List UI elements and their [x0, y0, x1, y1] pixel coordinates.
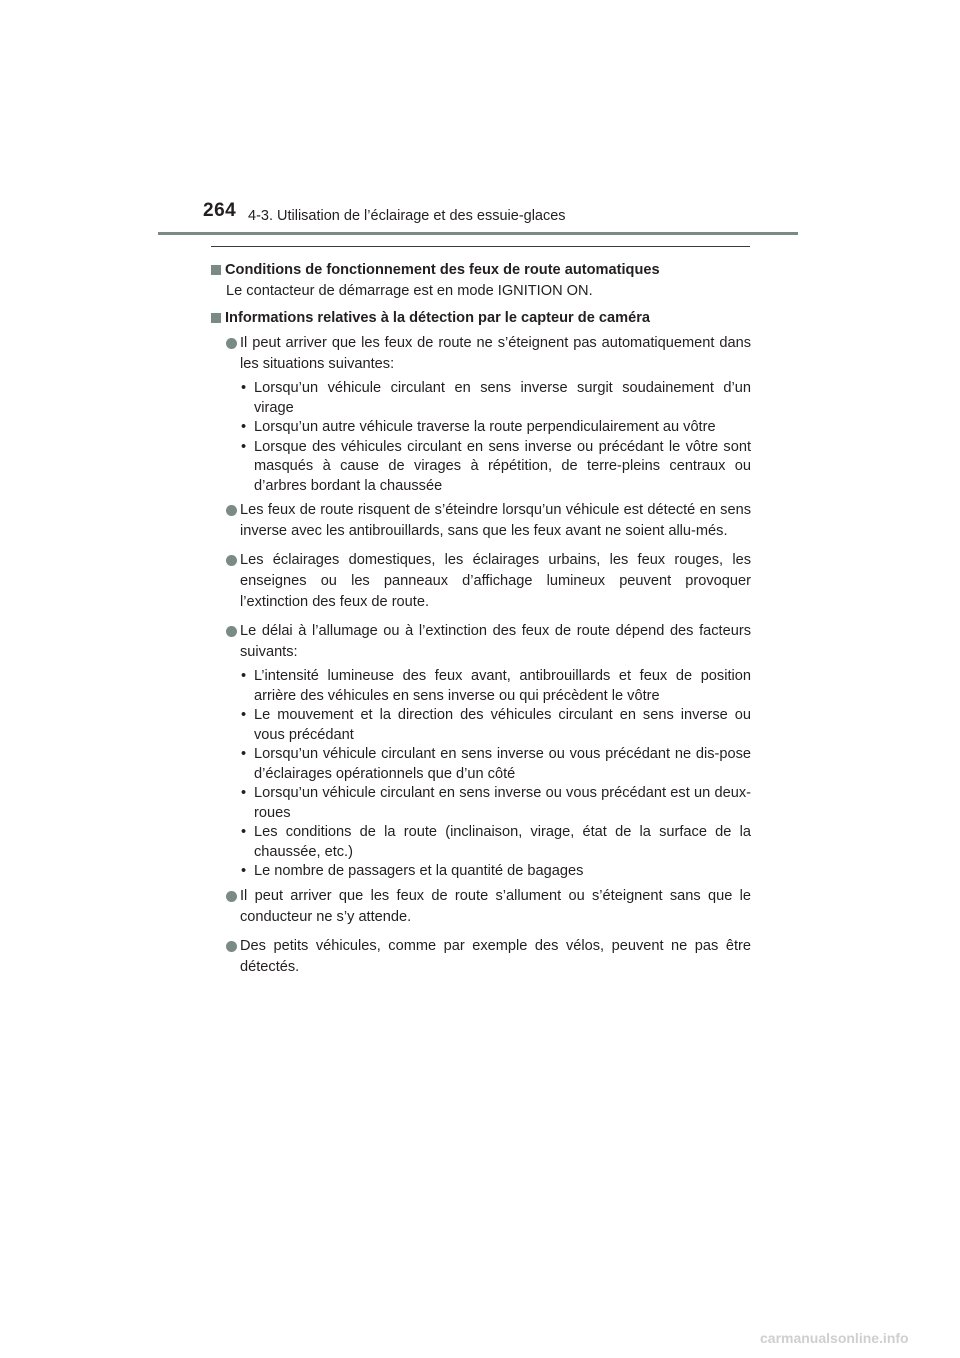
bullet-item: [211, 500, 751, 542]
dot-marker: •: [241, 438, 247, 455]
square-bullet-icon: [211, 265, 221, 275]
sub-item: • Lorsque des véhicules circulant en sens inverse ou précédant le vôtre sont masqués à cause de virages à répétition, de terre-pleins centraux ou d’arbres bordant la chaussée: [241, 438, 751, 494]
sub-item: • Les conditions de la route (inclinaison, virage, état de la surface de la chaussée, etc.): [241, 824, 751, 860]
circle-bullet-icon: [226, 338, 237, 349]
bullet-text: Il peut arriver que les feux de route s’allument ou s’éteignent sans que le conducteur ne s’y attende.: [240, 887, 751, 925]
content-rule: [211, 246, 750, 247]
sub-item: • Lorsqu’un véhicule circulant en sens inverse ou vous précédant ne dis-pose d’éclairages opérationnels que d’un côté: [241, 746, 751, 782]
circle-bullet-icon: [226, 941, 237, 952]
bullet-item: [211, 936, 751, 978]
sub-list: [211, 667, 751, 882]
sub-item: • Lorsqu’un véhicule circulant en sens inverse ou vous précédant est un deux-roues: [241, 785, 751, 821]
dot-marker: •: [241, 668, 247, 684]
bullet-item: [211, 886, 751, 928]
paragraph: Le contacteur de démarrage est en mode IGNITION ON.: [226, 283, 593, 299]
circle-bullet-icon: [226, 555, 237, 566]
header-rule: [158, 232, 798, 235]
watermark: carmanualsonline.info: [760, 1330, 909, 1346]
bullet-text: Les feux de route risquent de s’éteindre lorsqu’un véhicule est détecté en sens inverse avec les antibrouillards, sans que les feux avant ne soient allu-més.: [240, 502, 751, 539]
sub-item: • Lorsqu’un autre véhicule traverse la route perpendiculairement au vôtre: [211, 418, 751, 438]
section-heading: [211, 260, 751, 281]
sub-list: [211, 379, 751, 496]
section-title: 4-3. Utilisation de l’éclairage et des essuie-glaces: [248, 208, 566, 224]
circle-bullet-icon: [226, 891, 237, 902]
heading-text: Informations relatives à la détection par le capteur de caméra: [225, 310, 651, 326]
bullet-text: Des petits véhicules, comme par exemple des vélos, peuvent ne pas être détectés.: [240, 937, 751, 975]
sub-item: • L’intensité lumineuse des feux avant, antibrouillards et feux de position arrière des véhicules en sens inverse ou qui précèdent le vôtre: [241, 668, 751, 704]
section-heading: [211, 308, 751, 329]
sub-item: • Le nombre de passagers et la quantité de bagages: [211, 862, 751, 882]
dot-marker: •: [241, 785, 247, 801]
bullet-item: [211, 550, 751, 613]
sub-item: • Lorsqu’un véhicule circulant en sens inverse surgit soudainement d’un virage: [241, 380, 751, 416]
dot-marker: •: [241, 380, 247, 396]
bullet-item: [211, 333, 751, 375]
content: [211, 256, 751, 978]
circle-bullet-icon: [226, 505, 237, 516]
circle-bullet-icon: [226, 626, 237, 637]
dot-marker: •: [241, 824, 247, 840]
heading-text: Conditions de fonctionnement des feux de route automatiques: [225, 262, 660, 278]
dot-marker: •: [241, 746, 247, 762]
page-number: 264: [203, 200, 237, 221]
bullet-item: [211, 621, 751, 663]
bullet-text: Le délai à l’allumage ou à l’extinction des feux de route dépend des facteurs suivants:: [240, 623, 751, 660]
dot-marker: •: [241, 707, 247, 723]
dot-marker: •: [241, 419, 247, 435]
square-bullet-icon: [211, 313, 221, 323]
bullet-text: Les éclairages domestiques, les éclairages urbains, les feux rouges, les enseignes ou les panneaux d’affichage lumineux peuvent provoquer l’extinction des feux de route.: [240, 552, 751, 610]
dot-marker: •: [241, 863, 247, 879]
bullet-text: Il peut arriver que les feux de route ne s’éteignent pas automatiquement dans les situations suivantes:: [240, 335, 751, 372]
sub-item: • Le mouvement et la direction des véhicules circulant en sens inverse ou vous précédant: [241, 707, 751, 743]
